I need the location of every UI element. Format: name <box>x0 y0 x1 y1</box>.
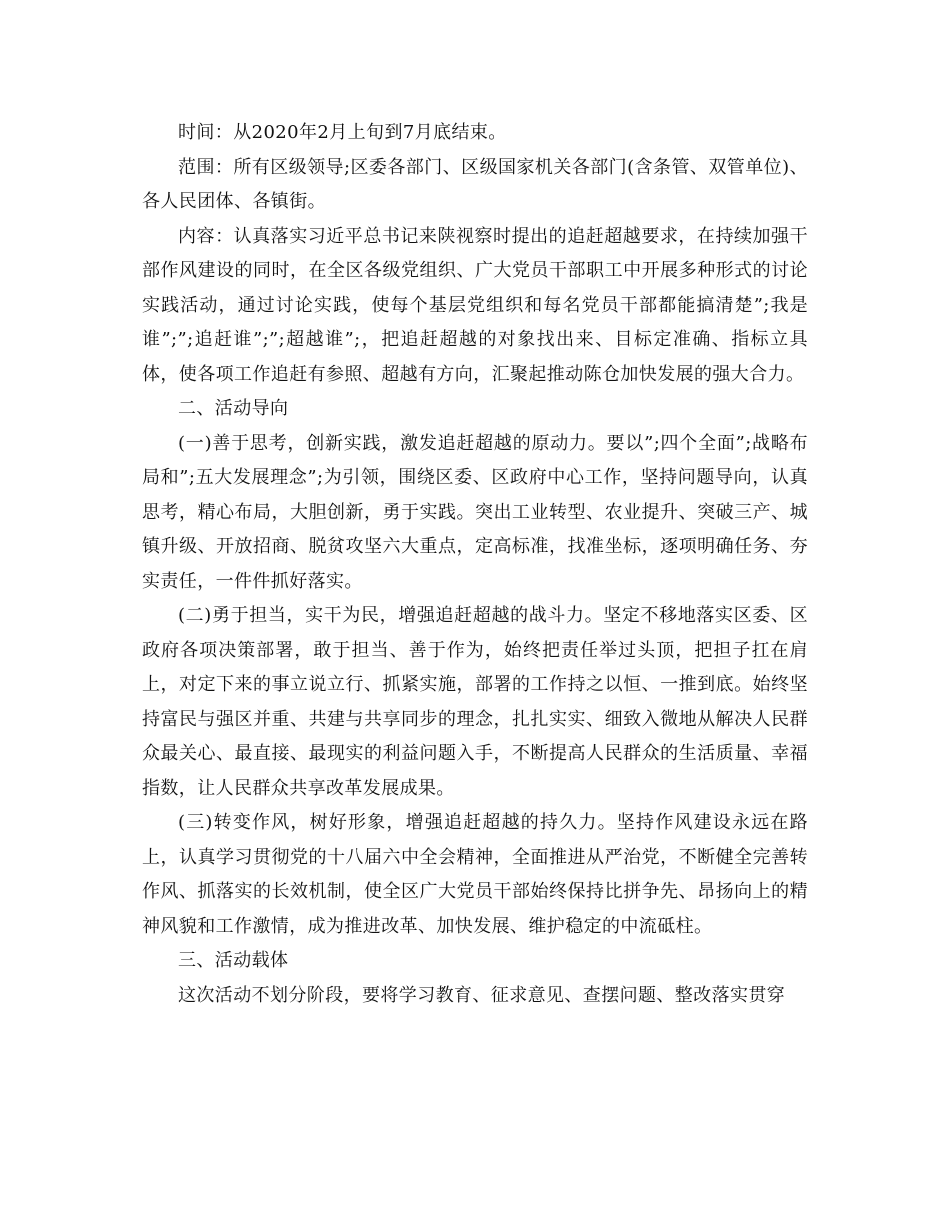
paragraph-content: 内容：认真落实习近平总书记来陕视察时提出的追赶超越要求，在持续加强干部作风建设的同时，在全区各级党组织、广大党员干部职工中开展多种形式的讨论实践活动，通过讨论实践，使每个基层党组织和每名党员干部都能搞清楚”;我是谁”;”;追赶谁”;”;超越谁”;，把追赶超越的对象找出来、目标定准确、指标立具体，使各项工作追赶有参照、超越有方向，汇聚起推动陈仓加快发展的强大合力。 <box>142 225 808 385</box>
section-heading-activity-carrier: 三、活动载体 <box>178 950 289 971</box>
paragraph-carrier: 这次活动不划分阶段，要将学习教育、征求意见、查摆问题、整改落实贯穿 <box>178 984 786 1006</box>
paragraph-scope: 范围：所有区级领导;区委各部门、区级国家机关各部门(含条管、双管单位)、各人民团体、各镇街。 <box>142 156 808 212</box>
paragraph-time: 时间：从2020年2月上旬到7月底结束。 <box>178 122 507 143</box>
paragraph-orientation-1: (一)善于思考，创新实践，激发追赶超越的原动力。要以”;四个全面”;战略布局和”;五大发展理念”;为引领，围绕区委、区政府中心工作，坚持问题导向，认真思考，精心布局，大胆创新，勇于实践。突出工业转型、农业提升、突破三产、城镇升级、开放招商、脱贫攻坚六大重点，定高标准，找准坐标，逐项明确任务、夯实责任，一件件抓好落实。 <box>142 432 808 592</box>
paragraph-orientation-2: (二)勇于担当，实干为民，增强追赶超越的战斗力。坚定不移地落实区委、区政府各项决策部署，敢于担当、善于作为，始终把责任举过头顶，把担子扛在肩上，对定下来的事立说立行、抓紧实施，部署的工作持之以恒、一推到底。始终坚持富民与强区并重、共建与共享同步的理念，扎扎实实、细致入微地从解决人民群众最关心、最直接、最现实的利益问题入手，不断提高人民群众的生活质量、幸福指数，让人民群众共享改革发展成果。 <box>142 605 808 799</box>
section-heading-activity-orientation: 二、活动导向 <box>178 398 289 419</box>
document-body <box>142 116 808 1013</box>
paragraph-orientation-3: (三)转变作风，树好形象，增强追赶超越的持久力。坚持作风建设永远在路上，认真学习贯彻党的十八届六中全会精神，全面推进从严治党，不断健全完善转作风、抓落实的长效机制，使全区广大党员干部始终保持比拼争先、昂扬向上的精神风貌和工作激情，成为推进改革、加快发展、维护稳定的中流砥柱。 <box>142 812 808 937</box>
